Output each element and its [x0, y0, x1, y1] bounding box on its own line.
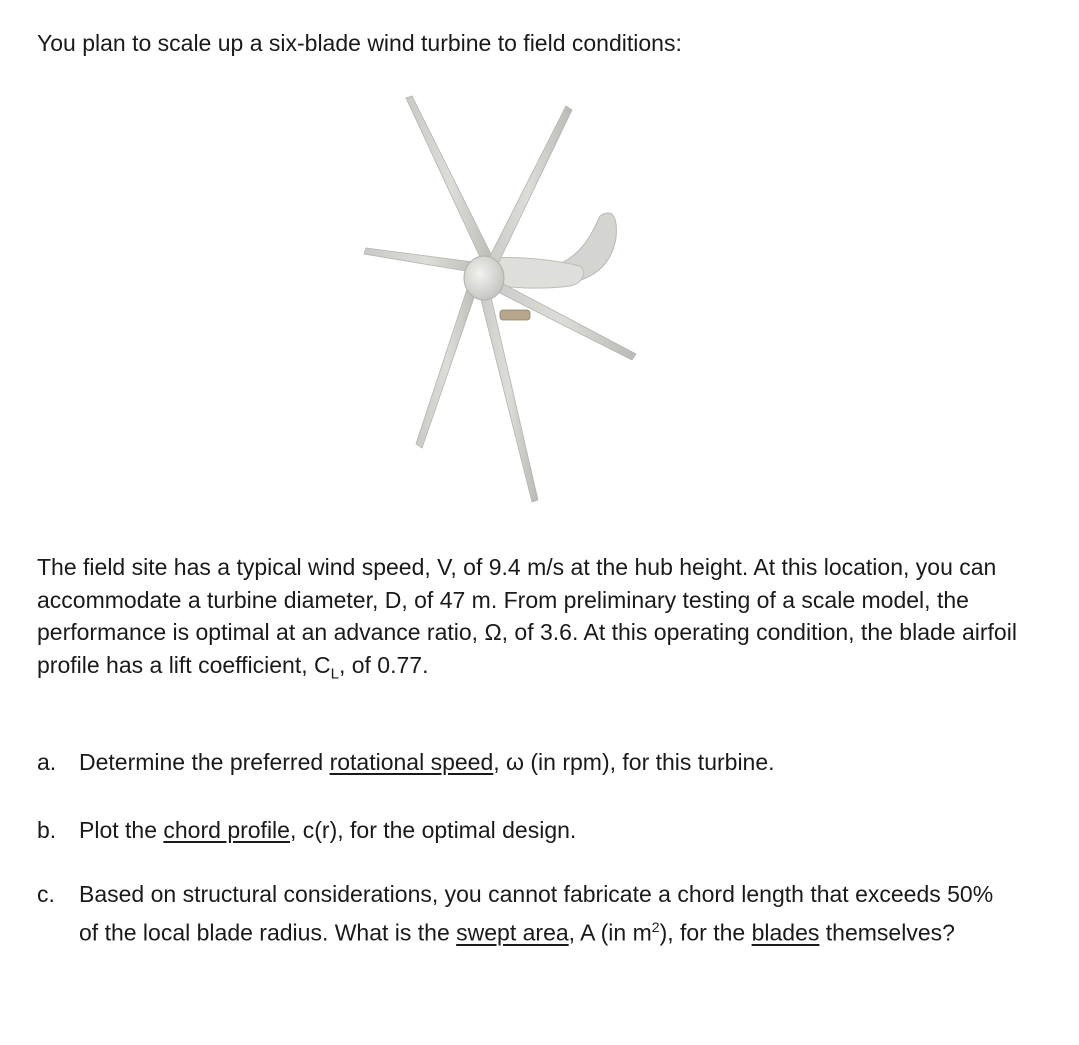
blade-top-right: [484, 106, 572, 272]
question-a: [37, 746, 1017, 779]
question-c-post: themselves?: [819, 919, 955, 946]
hub: [464, 256, 504, 300]
problem-statement: [37, 551, 1017, 691]
question-a-pre: Determine the preferred: [79, 749, 330, 775]
wind-turbine-illustration: [350, 88, 650, 508]
question-c-letter: c.: [37, 881, 55, 907]
lift-subscript: L: [330, 665, 339, 683]
question-c-text: [79, 878, 1017, 950]
question-a-post: , ω (in rpm), for this turbine.: [493, 749, 775, 775]
question-b-pre: Plot the: [79, 817, 164, 843]
intro-text: You plan to scale up a six-blade wind turbine to field conditions:: [37, 30, 682, 56]
question-a-underlined: rotational speed: [329, 749, 494, 775]
question-c-mid2: ), for the: [659, 919, 752, 946]
question-c-underlined: swept area: [456, 919, 569, 946]
blade-bottom-left: [416, 280, 478, 448]
question-b-post: , c(r), for the optimal design.: [289, 817, 577, 843]
question-c-mid: , A (in m: [568, 919, 652, 946]
question-c-superscript: 2: [651, 919, 660, 935]
question-b-text: [79, 814, 1017, 847]
question-b: [37, 814, 1017, 847]
mount: [500, 310, 530, 320]
question-c: [37, 878, 1017, 950]
question-b-underlined: chord profile: [163, 817, 290, 843]
question-c-pre: Based on structural considerations, you cannot fabricate a chord length that exceeds 50% of the local blade radius. What is the: [79, 881, 994, 946]
question-b-letter: b.: [37, 817, 57, 843]
problem-text-1: The field site has a typical wind speed, V, of 9.4 m/s at the hub height. At this location, you can accommodate a turbine diameter, D, of 47 m. From preliminary testing of a scale model, the performance is optimal at an advance ratio, Ω, of 3.6. At this operating condition, the blade airfoil profile has a lift coefficient, C: [37, 554, 1017, 678]
question-c-underlined2: blades: [751, 919, 820, 946]
blade-top-left: [406, 96, 496, 270]
problem-text-2: , of 0.77.: [338, 651, 429, 678]
question-a-letter: a.: [37, 749, 57, 775]
question-a-text: [79, 746, 1017, 779]
